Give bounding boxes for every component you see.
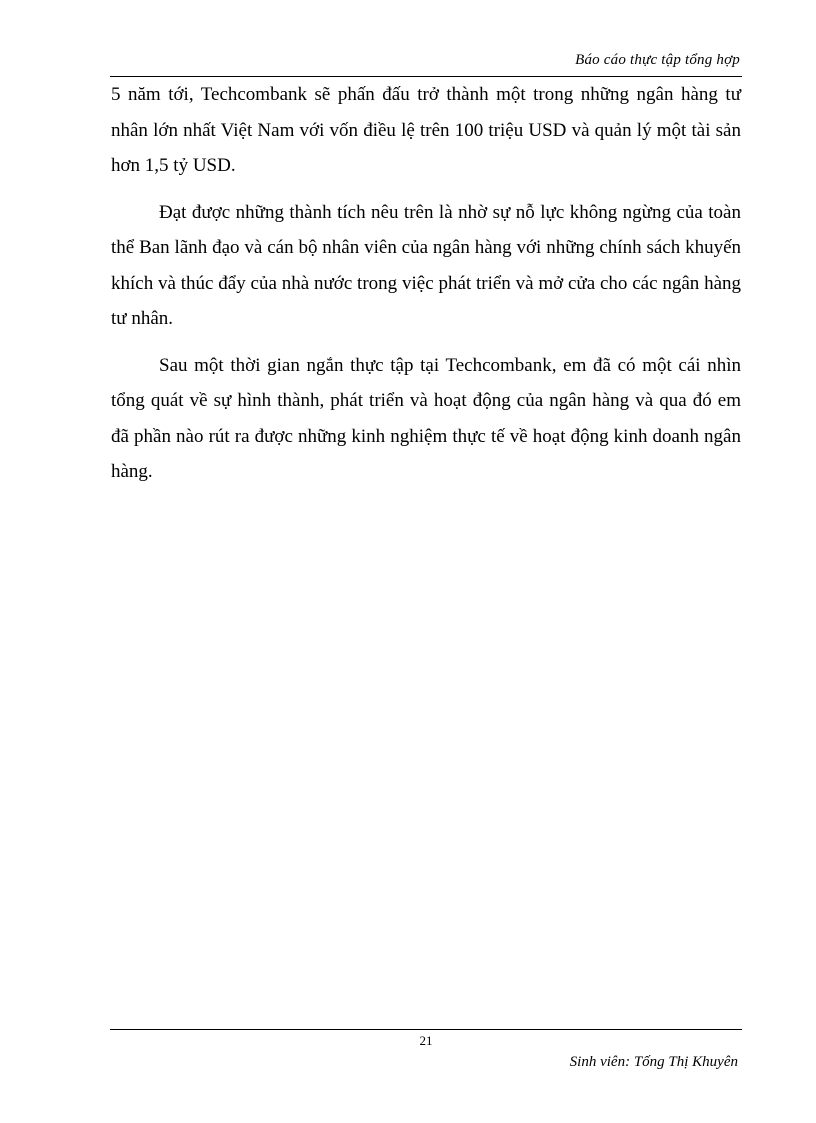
page-number: 21 (419, 1033, 433, 1048)
page-header (110, 50, 742, 77)
paragraph-achievements: Đạt được những thành tích nêu trên là nhờ sự nỗ lực không ngừng của toàn thể Ban lãnh đạo và cán bộ nhân viên của ngân hàng với những chính sách khuyến khích và thúc đẩy của nhà nước trong việc phát triển và mở cửa cho các ngân hàng tư nhân. (111, 201, 741, 329)
paragraph-continuation: 5 năm tới, Techcombank sẽ phấn đấu trở thành một trong những ngân hàng tư nhân lớn nhất Việt Nam với vốn điều lệ trên 100 triệu USD và quản lý một tài sản hơn 1,5 tỷ USD. (111, 84, 741, 176)
page-footer (110, 1029, 742, 1070)
header-title: Báo cáo thực tập tổng hợp (575, 52, 740, 68)
footer-author: Sinh viên: Tống Thị Khuyên (569, 1054, 738, 1070)
document-body (111, 77, 741, 501)
paragraph-conclusion: Sau một thời gian ngắn thực tập tại Techcombank, em đã có một cái nhìn tổng quát về sự hình thành, phát triển và hoạt động của ngân hàng và qua đó em đã phần nào rút ra được những kinh nghiệm thực tế về hoạt động kinh doanh ngân hàng. (111, 354, 741, 482)
